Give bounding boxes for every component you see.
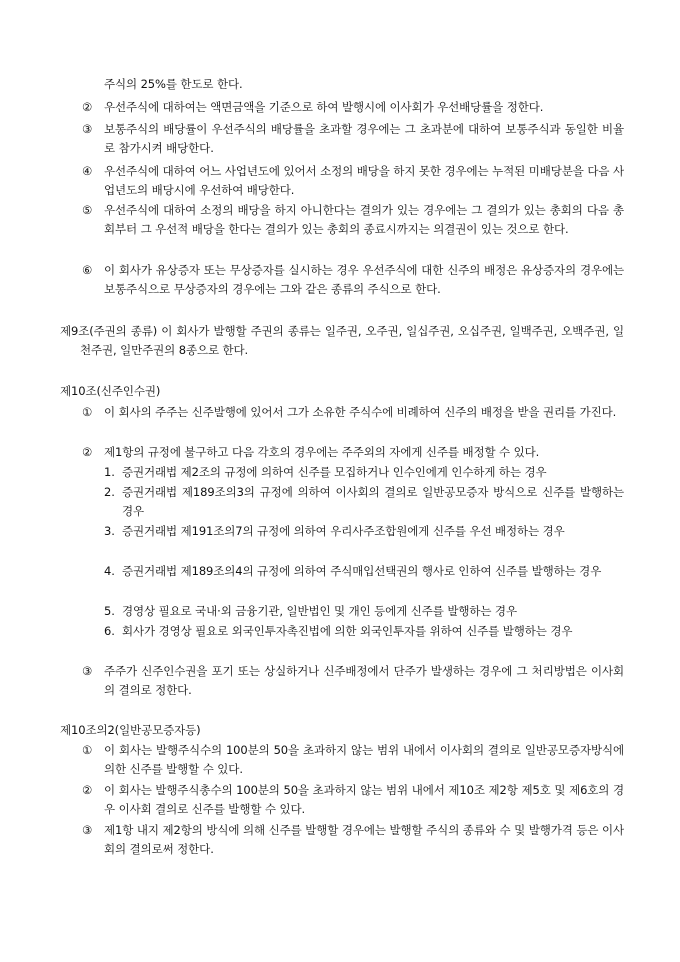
continuation-line: 주식의 25%를 한도로 한다. — [104, 77, 243, 91]
sub-text: 증권거래법 제191조의7의 규정에 의하여 우리사주조합원에게 신주를 우선 배정하는 경우 — [122, 524, 565, 538]
article-9-text: 제9조(주권의 종류) 이 회사가 발행할 주권의 종류는 일주권, 오주권, 일십주권, 오십주권, 일백주권, 오백주권, 일천주권, 일만주권의 8종으로 한다. — [60, 324, 624, 357]
item-text: 제1항의 규정에 불구하고 다음 각호의 경우에는 주주외의 자에게 신주를 배정할 수 있다. — [104, 445, 540, 459]
art8-item-4 — [82, 162, 624, 200]
art8-item-6 — [82, 261, 624, 299]
art8-item-3 — [82, 120, 624, 158]
sub-text: 증권거래법 제189조의4의 규정에 의하여 주식매입선택권의 행사로 인하여 신주를 발행하는 경우 — [122, 564, 602, 578]
item-number: ② — [82, 445, 93, 459]
item-text: 이 회사가 유상증자 또는 무상증자를 실시하는 경우 우선주식에 대한 신주의 배정은 유상증자의 경우에는 보통주식으로 무상증자의 경우에는 그와 같은 종류의 주식으로 한다. — [104, 263, 624, 296]
item-number: ② — [82, 100, 93, 114]
item-number: ① — [82, 405, 93, 419]
item-text: 제1항 내지 제2항의 방식에 의해 신주를 발행할 경우에는 발행할 주식의 종류와 수 및 발행가격 등은 이사회의 결의로써 정한다. — [104, 823, 624, 856]
art10-2-item-1 — [82, 741, 624, 779]
article-10-title: 제10조(신주인수권) — [60, 384, 161, 398]
art8-item-5 — [82, 201, 624, 239]
item-number: ① — [82, 743, 93, 757]
sub-text: 회사가 경영상 필요로 외국인투자촉진법에 의한 외국인투자를 위하여 신주를 발행하는 경우 — [122, 624, 573, 638]
sub-number: 4. — [104, 564, 115, 578]
item-text: 이 회사의 주주는 신주발행에 있어서 그가 소유한 주식수에 비례하여 신주의 배정을 받을 권리를 가진다. — [104, 405, 617, 419]
item-text: 우선주식에 대하여 소정의 배당을 하지 아니한다는 결의가 있는 경우에는 그 결의가 있는 총회의 다음 총회부터 그 우선적 배당을 한다는 결의가 있는 총회의 종료시까지는 의결권이 있는 것으로 한다. — [104, 203, 624, 236]
sub-number: 2. — [104, 485, 115, 499]
art10-sub-6 — [104, 622, 624, 641]
item-number: ③ — [82, 823, 93, 837]
sub-text: 증권거래법 제2조의 규정에 의하여 신주를 모집하거나 인수인에게 인수하게 하는 경우 — [122, 465, 547, 479]
article-10-2-title: 제10조의2(일반공모증자등) — [60, 723, 201, 737]
item-text: 우선주식에 대하여는 액면금액을 기준으로 하여 발행시에 이사회가 우선배당률을 정한다. — [104, 100, 544, 114]
art10-2-item-2 — [82, 781, 624, 819]
art10-sub-3 — [104, 522, 624, 541]
item-text: 이 회사는 발행주식총수의 100분의 50을 초과하지 않는 범위 내에서 제10조 제2항 제5호 및 제6호의 경우 이사회 결의로 신주를 발행할 수 있다. — [104, 783, 624, 816]
art8-item-2 — [82, 98, 624, 117]
art10-sub-4 — [104, 562, 624, 581]
item-number: ⑤ — [82, 203, 93, 217]
sub-number: 6. — [104, 624, 115, 638]
art10-sub-1 — [104, 463, 624, 482]
sub-text: 증권거래법 제189조의3의 규정에 의하여 이사회의 결의로 일반공모증자 방식으로 신주를 발행하는 경우 — [122, 485, 624, 518]
art10-item-2 — [82, 443, 624, 462]
item-number: ③ — [82, 664, 93, 678]
item-number: ⑥ — [82, 263, 93, 277]
art10-item-3 — [82, 662, 624, 700]
item-number: ③ — [82, 122, 93, 136]
article-9 — [60, 322, 624, 360]
item-number: ② — [82, 783, 93, 797]
item-text: 이 회사는 발행주식수의 100분의 50을 초과하지 않는 범위 내에서 이사회의 결의로 일반공모증자방식에 의한 신주를 발행할 수 있다. — [104, 743, 624, 776]
sub-number: 3. — [104, 524, 115, 538]
art10-2-item-3 — [82, 821, 624, 859]
art10-item-1 — [82, 403, 624, 422]
item-text: 주주가 신주인수권을 포기 또는 상실하거나 신주배정에서 단주가 발생하는 경우에 그 처리방법은 이사회의 결의로 정한다. — [104, 664, 624, 697]
item-number: ④ — [82, 164, 93, 178]
sub-number: 5. — [104, 604, 115, 618]
sub-text: 경영상 필요로 국내·외 금융기관, 일반법인 및 개인 등에게 신주를 발행하는 경우 — [122, 604, 517, 618]
art10-sub-5 — [104, 602, 624, 621]
sub-number: 1. — [104, 465, 115, 479]
item-text: 보통주식의 배당률이 우선주식의 배당률을 초과할 경우에는 그 초과분에 대하여 보통주식과 동일한 비율로 참가시켜 배당한다. — [104, 122, 624, 155]
art10-sub-2 — [104, 483, 624, 521]
item-text: 우선주식에 대하여 어느 사업년도에 있어서 소정의 배당을 하지 못한 경우에는 누적된 미배당분을 다음 사업년도의 배당시에 우선하여 배당한다. — [104, 164, 624, 197]
